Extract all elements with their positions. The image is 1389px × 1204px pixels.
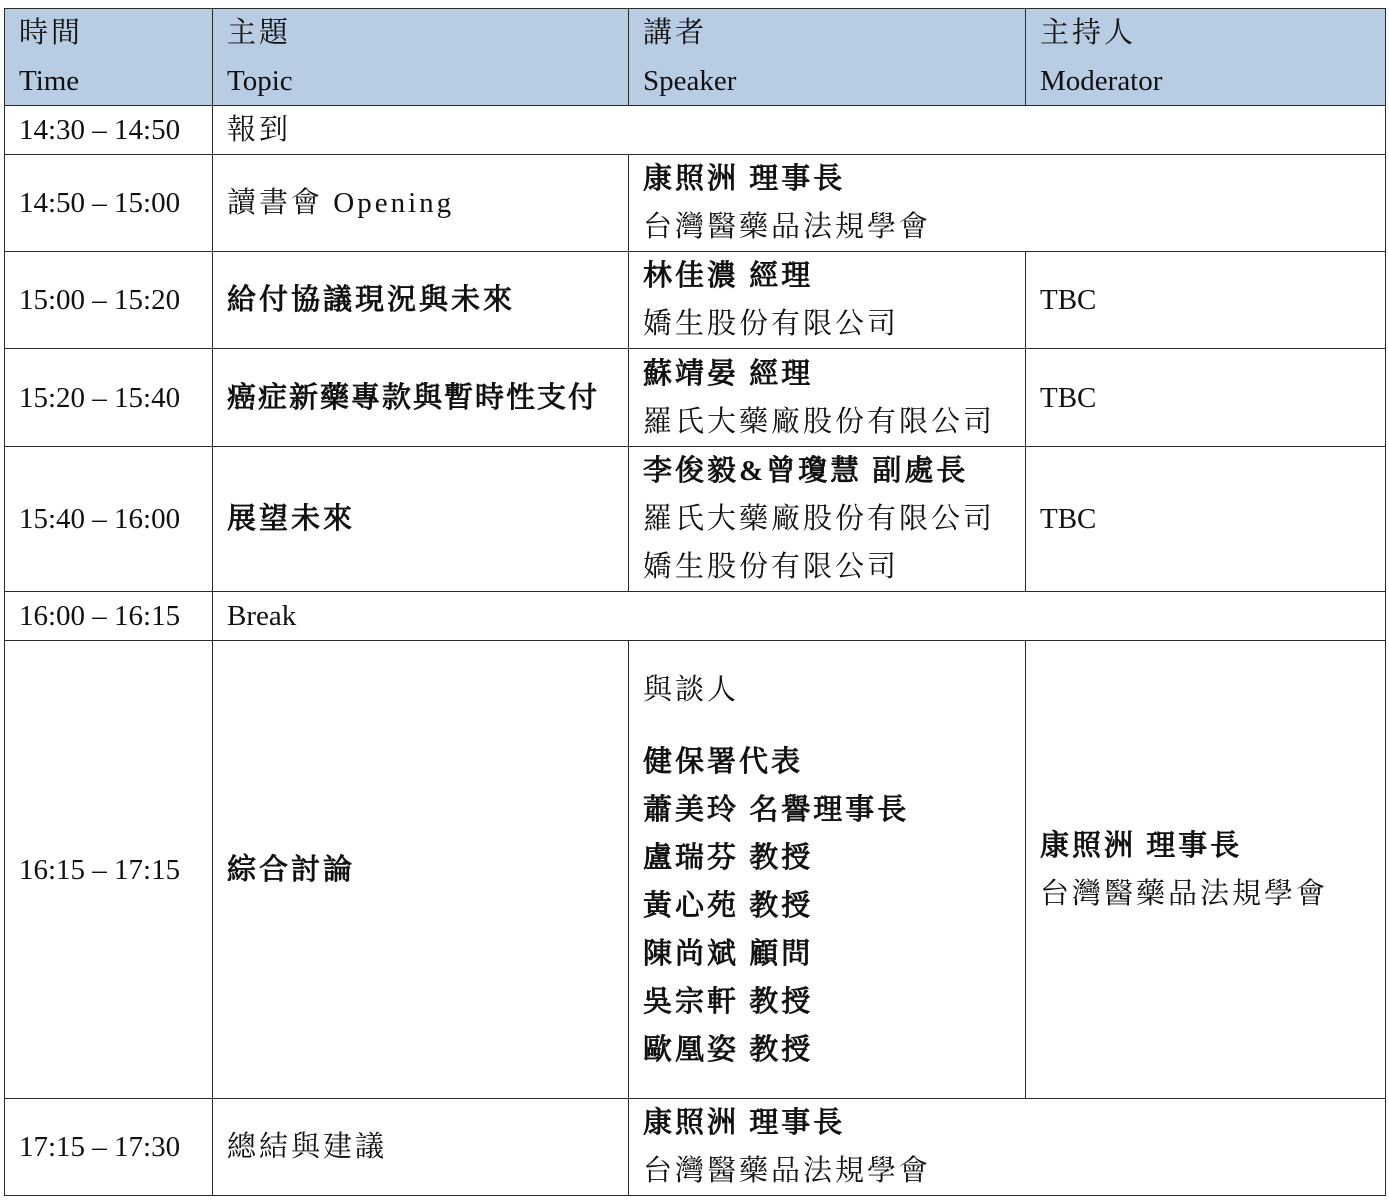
row-moderator: TBC xyxy=(1026,447,1386,592)
row-time: 14:50 – 15:00 xyxy=(5,155,213,252)
header-moderator xyxy=(1026,9,1386,106)
speaker-org: 羅氏大藥廠股份有限公司 xyxy=(643,405,996,438)
header-moderator-en: Moderator xyxy=(1040,65,1163,97)
moderator-org: 台灣醫藥品法規學會 xyxy=(1040,877,1329,910)
speaker-org: 嬌生股份有限公司 xyxy=(643,551,900,583)
agenda-row-checkin xyxy=(5,106,1386,155)
header-time xyxy=(5,9,213,106)
agenda-row-cancer-drug-fund xyxy=(5,349,1386,447)
header-topic-en: Topic xyxy=(227,65,293,97)
header-time-zh: 時間 xyxy=(19,17,84,49)
speaker-name: 康照洲 理事長 xyxy=(643,1107,846,1139)
row-topic: 讀書會 Opening xyxy=(213,155,629,252)
agenda-row-break xyxy=(5,592,1386,641)
speaker-name: 林佳濃 經理 xyxy=(643,260,814,292)
row-time: 15:00 – 15:20 xyxy=(5,252,213,349)
panel-label: 與談人 xyxy=(643,673,740,706)
panelist: 陳尚斌 顧問 xyxy=(643,937,814,970)
row-topic: 報到 xyxy=(213,106,1386,155)
agenda-row-outlook xyxy=(5,447,1386,592)
agenda-row-opening xyxy=(5,155,1386,252)
speaker-org: 嬌生股份有限公司 xyxy=(643,308,900,340)
row-moderator xyxy=(1026,641,1386,1099)
row-speaker xyxy=(629,1099,1386,1196)
header-speaker-en: Speaker xyxy=(643,65,737,97)
panelist: 健保署代表 xyxy=(643,745,804,778)
panelist: 歐凰姿 教授 xyxy=(643,1033,814,1066)
row-time: 16:15 – 17:15 xyxy=(5,641,213,1099)
header-row xyxy=(5,9,1386,106)
panelist: 蕭美玲 名譽理事長 xyxy=(643,793,910,826)
row-topic: 綜合討論 xyxy=(213,641,629,1099)
row-speaker xyxy=(629,349,1026,447)
panelist: 吳宗軒 教授 xyxy=(643,985,814,1018)
speaker-org: 台灣醫藥品法規學會 xyxy=(643,1155,932,1187)
row-speaker xyxy=(629,641,1026,1099)
row-time: 14:30 – 14:50 xyxy=(5,106,213,155)
speaker-name: 蘇靖晏 經理 xyxy=(643,357,814,390)
panelist: 盧瑞芬 教授 xyxy=(643,841,814,874)
agenda-table xyxy=(4,8,1386,1196)
speaker-name: 李俊毅&曾瓊慧 副處長 xyxy=(643,455,969,487)
row-topic: 總結與建議 xyxy=(213,1099,629,1196)
header-speaker-zh: 講者 xyxy=(643,17,708,49)
header-topic xyxy=(213,9,629,106)
row-speaker xyxy=(629,155,1386,252)
row-time: 15:20 – 15:40 xyxy=(5,349,213,447)
row-topic: 給付協議現況與未來 xyxy=(213,252,629,349)
row-topic: 癌症新藥專款與暫時性支付 xyxy=(213,349,629,447)
agenda-row-panel-discussion xyxy=(5,641,1386,1099)
row-time: 15:40 – 16:00 xyxy=(5,447,213,592)
moderator-name: 康照洲 理事長 xyxy=(1040,829,1243,862)
row-moderator: TBC xyxy=(1026,349,1386,447)
header-time-en: Time xyxy=(19,65,80,97)
header-speaker xyxy=(629,9,1026,106)
row-time: 16:00 – 16:15 xyxy=(5,592,213,641)
panelist: 黃心苑 教授 xyxy=(643,889,814,922)
row-topic: 展望未來 xyxy=(213,447,629,592)
row-time: 17:15 – 17:30 xyxy=(5,1099,213,1196)
row-topic: Break xyxy=(213,592,1386,641)
speaker-name: 康照洲 理事長 xyxy=(643,163,846,195)
panel-spacer xyxy=(643,714,1011,738)
row-speaker xyxy=(629,252,1026,349)
speaker-org: 羅氏大藥廠股份有限公司 xyxy=(643,503,996,535)
agenda-row-payment-agreement xyxy=(5,252,1386,349)
header-moderator-zh: 主持人 xyxy=(1040,17,1137,49)
row-moderator: TBC xyxy=(1026,252,1386,349)
speaker-org: 台灣醫藥品法規學會 xyxy=(643,211,932,243)
agenda-row-summary xyxy=(5,1099,1386,1196)
header-topic-zh: 主題 xyxy=(227,17,292,49)
row-speaker xyxy=(629,447,1026,592)
